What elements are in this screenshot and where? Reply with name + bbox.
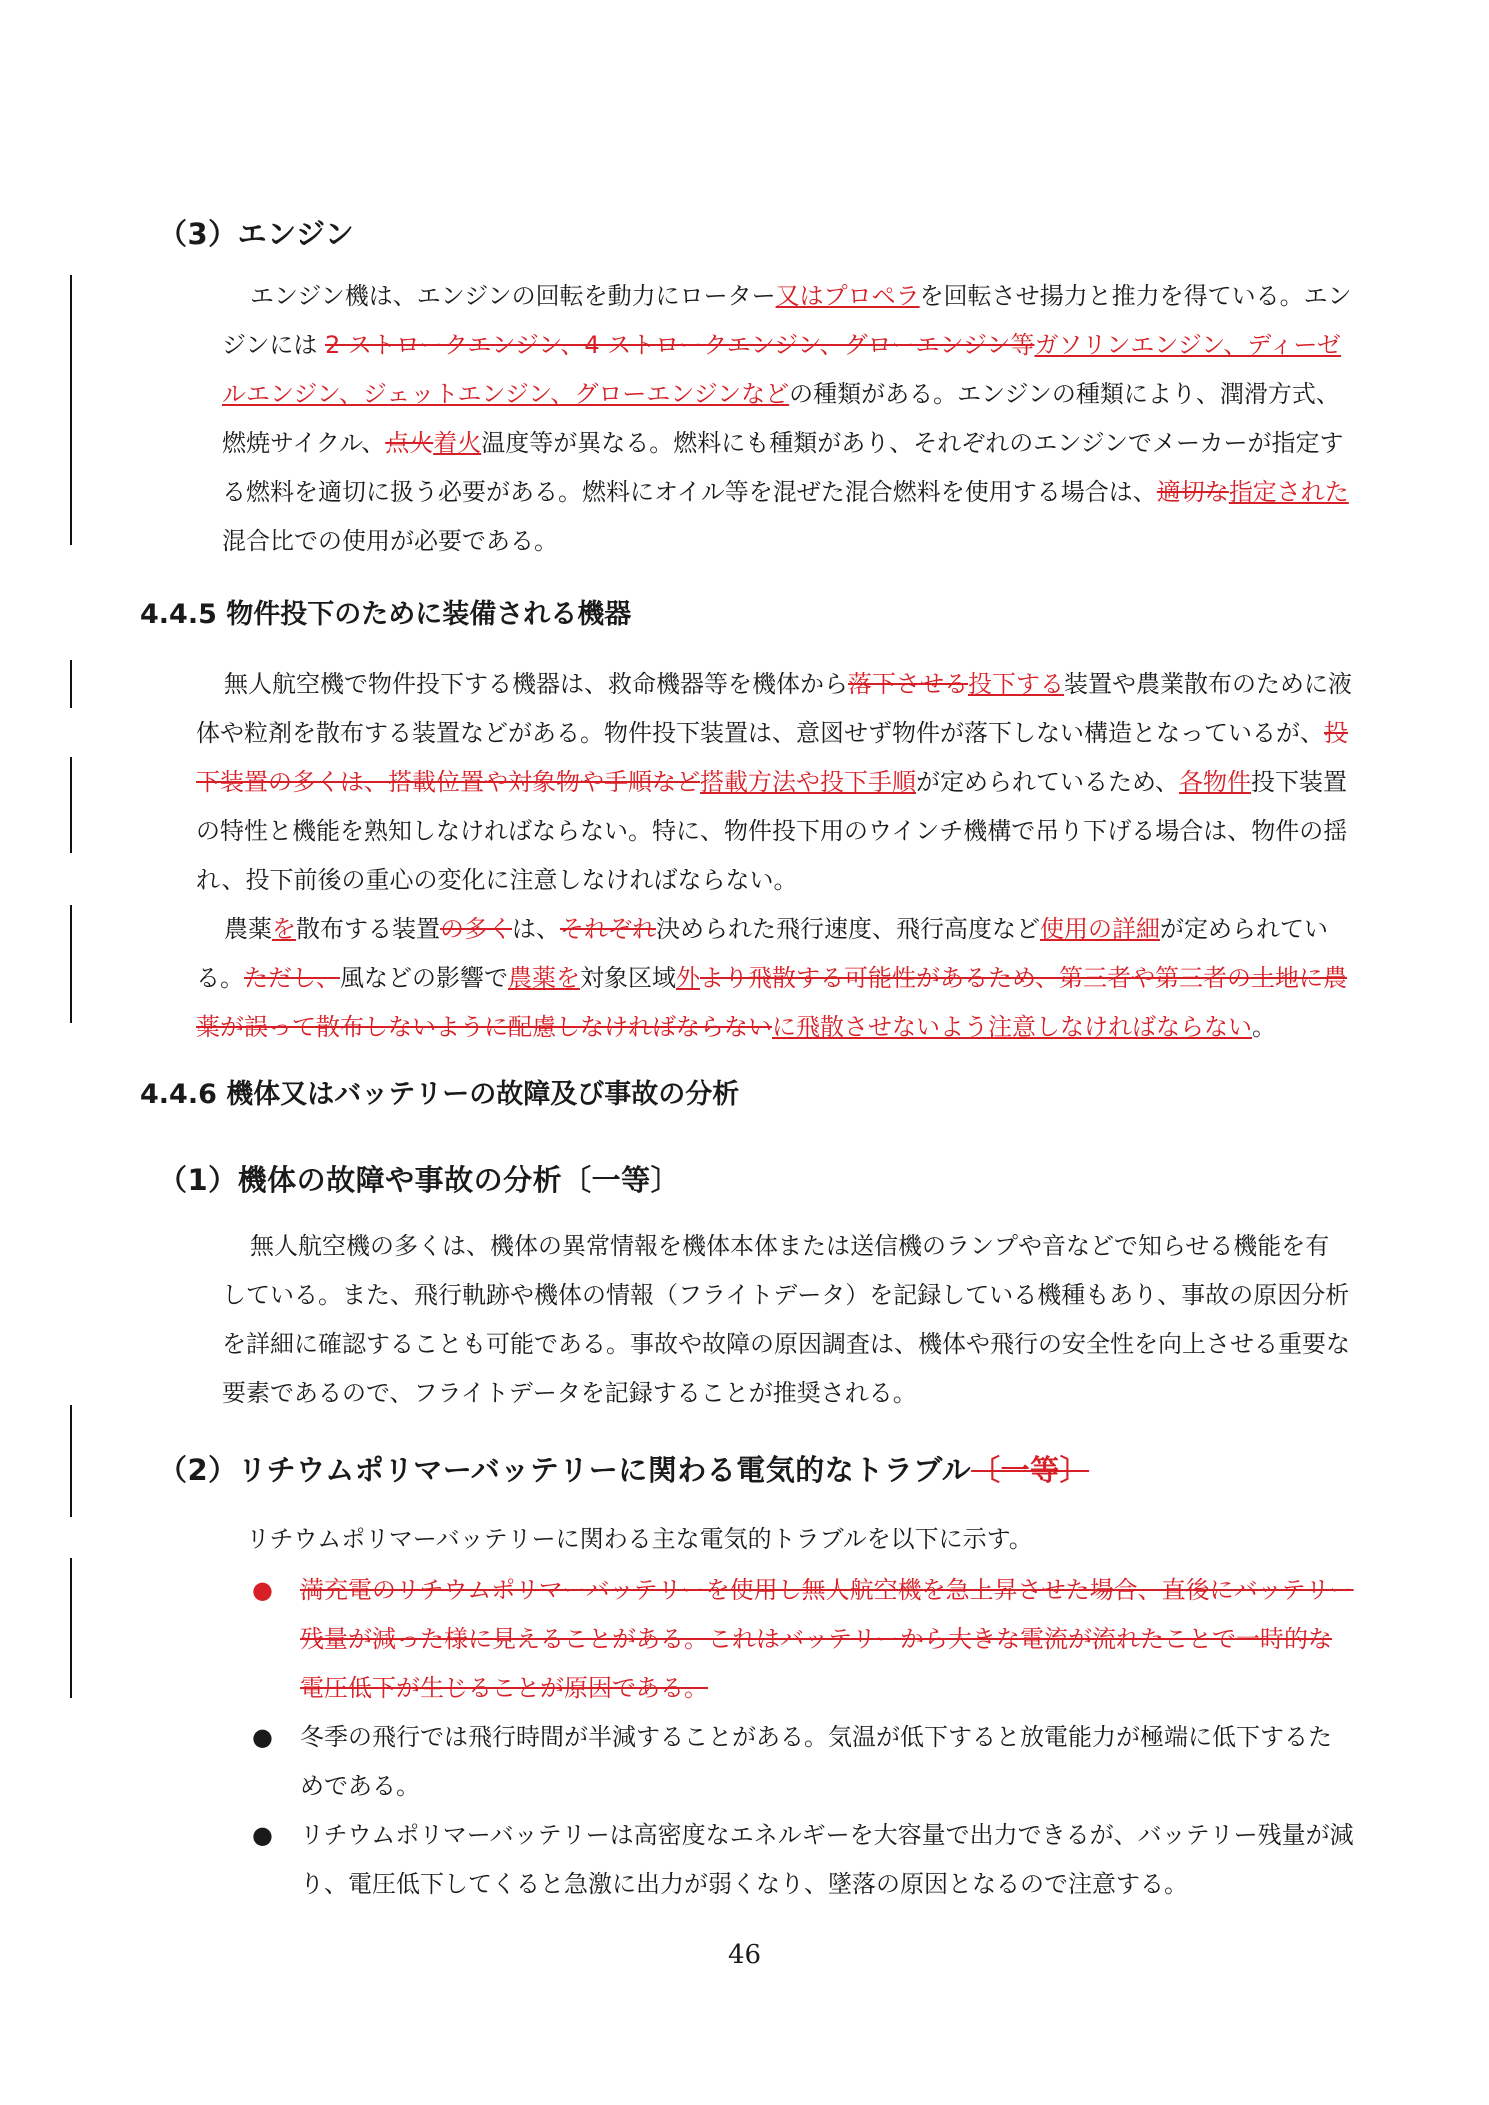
change-bar bbox=[70, 660, 72, 708]
paragraph-payload-drop: 無人航空機で物件投下する機器は、救命機器等を機体から落下させる投下する装置や農業散布のために液体や粒剤を散布する装置などがある。物件投下装置は、意図せず物件が落下しない構造となっているが、投下装置の多くは、搭載位置や対象物や手順など搭載方法や投下手順が定められているため、各物件投下装置の特性と機能を熟知しなければならない。特に、物件投下用のウインチ機構で吊り下げる場合は、物件の揺れ、投下前後の重心の変化に注意しなければならない。 農薬を散布する装置の多くは、それぞれ決められた飛行速度、飛行高度など使用の詳細が定められている。ただし、風などの影響で農薬を対象区域外より飛散する可能性があるため、第三者や第三者の土地に農薬が誤って散布しないように配慮しなければならないに飛散させないよう注意しなければならない。 bbox=[196, 670, 1352, 1041]
deletion: 2 ストロークエンジン、4 ストロークエンジン、グローエンジン等 bbox=[325, 331, 1035, 359]
deletion: 落下させる bbox=[848, 670, 968, 698]
bullet-icon: ● bbox=[252, 1576, 273, 1604]
deletion: 適切な bbox=[1156, 478, 1229, 506]
deletion: ただし、 bbox=[244, 964, 340, 992]
deletion: 点火 bbox=[385, 429, 434, 457]
change-bar bbox=[70, 275, 72, 545]
deletion: 投下装置の多くは、搭載位置や対象物や手順など bbox=[196, 719, 1348, 796]
change-bar bbox=[70, 1558, 72, 1698]
insertion: 投下する bbox=[968, 670, 1064, 698]
insertion: 指定された bbox=[1228, 478, 1349, 506]
list-item: ● リチウムポリマーバッテリーは高密度なエネルギーを大容量で出力できるが、バッテリー残量が減り、電圧低下してくると急激に出力が弱くなり、墜落の原因となるので注意する。 bbox=[246, 1811, 1354, 1909]
paragraph-airframe-failure: 無人航空機の多くは、機体の異常情報を機体本体または送信機のランプや音などで知らせる機能を有している。また、飛行軌跡や機体の情報（フライトデータ）を記録している機種もあり、事故の原因分析を詳細に確認することも可能である。事故や故障の原因調査は、機体や飛行の安全性を向上させる重要な要素であるので、フライトデータを記録することが推奨される。 bbox=[222, 1232, 1350, 1407]
paragraph-lipo-intro: リチウムポリマーバッテリーに関わる主な電気的トラブルを以下に示す。 bbox=[246, 1525, 1033, 1553]
insertion: を bbox=[272, 915, 296, 943]
section-heading-4-4-6: 4.4.6 機体又はバッテリーの故障及び事故の分析 bbox=[140, 1079, 740, 1110]
insertion: 搭載方法や投下手順 bbox=[700, 768, 916, 796]
change-bar bbox=[70, 1405, 72, 1517]
insertion: ガソリンエンジン、ディーゼルエンジン、ジェットエンジン、グローエンジンなど bbox=[222, 331, 1341, 408]
paragraph-engine: エンジン機は、エンジンの回転を動力にローター又はプロペラを回転させ揚力と推力を得ている。エンジンには 2 ストロークエンジン、4 ストロークエンジン、グローエンジン等ガソリンエンジン、ディーゼルエンジン、ジェットエンジン、グローエンジンなどの種類がある。エンジンの種類により、潤滑方式、燃焼サイクル、点火着火温度等が異なる。燃料にも種類があり、それぞれのエンジンでメーカーが指定する燃料を適切に扱う必要がある。燃料にオイル等を混ぜた混合燃料を使用する場合は、適切な指定された混合比での使用が必要である。 bbox=[222, 282, 1352, 555]
bullet-list bbox=[246, 1566, 1354, 1909]
page-number: 46 bbox=[727, 1940, 762, 1970]
insertion: 各物件 bbox=[1179, 768, 1252, 796]
insertion: に飛散させないよう注意しなければならない bbox=[772, 1013, 1252, 1041]
section-heading-engine: （3）エンジン bbox=[158, 217, 355, 251]
subsection-heading-airframe-failure: （1）機体の故障や事故の分析〔一等〕 bbox=[158, 1163, 681, 1197]
list-item: ● 満充電のリチウムポリマーバッテリーを使用し無人航空機を急上昇させた場合、直後にバッテリー残量が減った様に見えることがある。これはバッテリーから大きな電流が流れたことで一時的な電圧低下が生じることが原因である。 bbox=[246, 1566, 1354, 1713]
section-heading-4-4-5: 4.4.5 物件投下のために装備される機器 bbox=[140, 599, 632, 630]
deletion: 〔一等〕 bbox=[971, 1453, 1090, 1487]
insertion: 農薬を bbox=[508, 964, 580, 992]
deletion: より飛散する可能性があるため、第三者や第三者の土地に農薬が誤って散布しないように配慮しなければならない bbox=[196, 964, 1348, 1041]
change-bar bbox=[70, 757, 72, 853]
bullet-icon: ● bbox=[252, 1821, 273, 1849]
bullet-icon: ● bbox=[252, 1723, 273, 1751]
deletion: それぞれ bbox=[560, 915, 656, 943]
deletion: の多く bbox=[440, 915, 512, 943]
insertion: 又はプロペラ bbox=[775, 282, 920, 310]
insertion: 使用の詳細 bbox=[1040, 915, 1160, 943]
subsection-heading-lipo-trouble: （2）リチウムポリマーバッテリーに関わる電気的なトラブル〔一等〕 bbox=[158, 1453, 1090, 1487]
insertion: 外 bbox=[676, 964, 700, 992]
insertion: 着火 bbox=[433, 429, 482, 457]
change-bar bbox=[70, 905, 72, 1023]
list-item: ● 冬季の飛行では飛行時間が半減することがある。気温が低下すると放電能力が極端に低下するためである。 bbox=[246, 1713, 1354, 1811]
